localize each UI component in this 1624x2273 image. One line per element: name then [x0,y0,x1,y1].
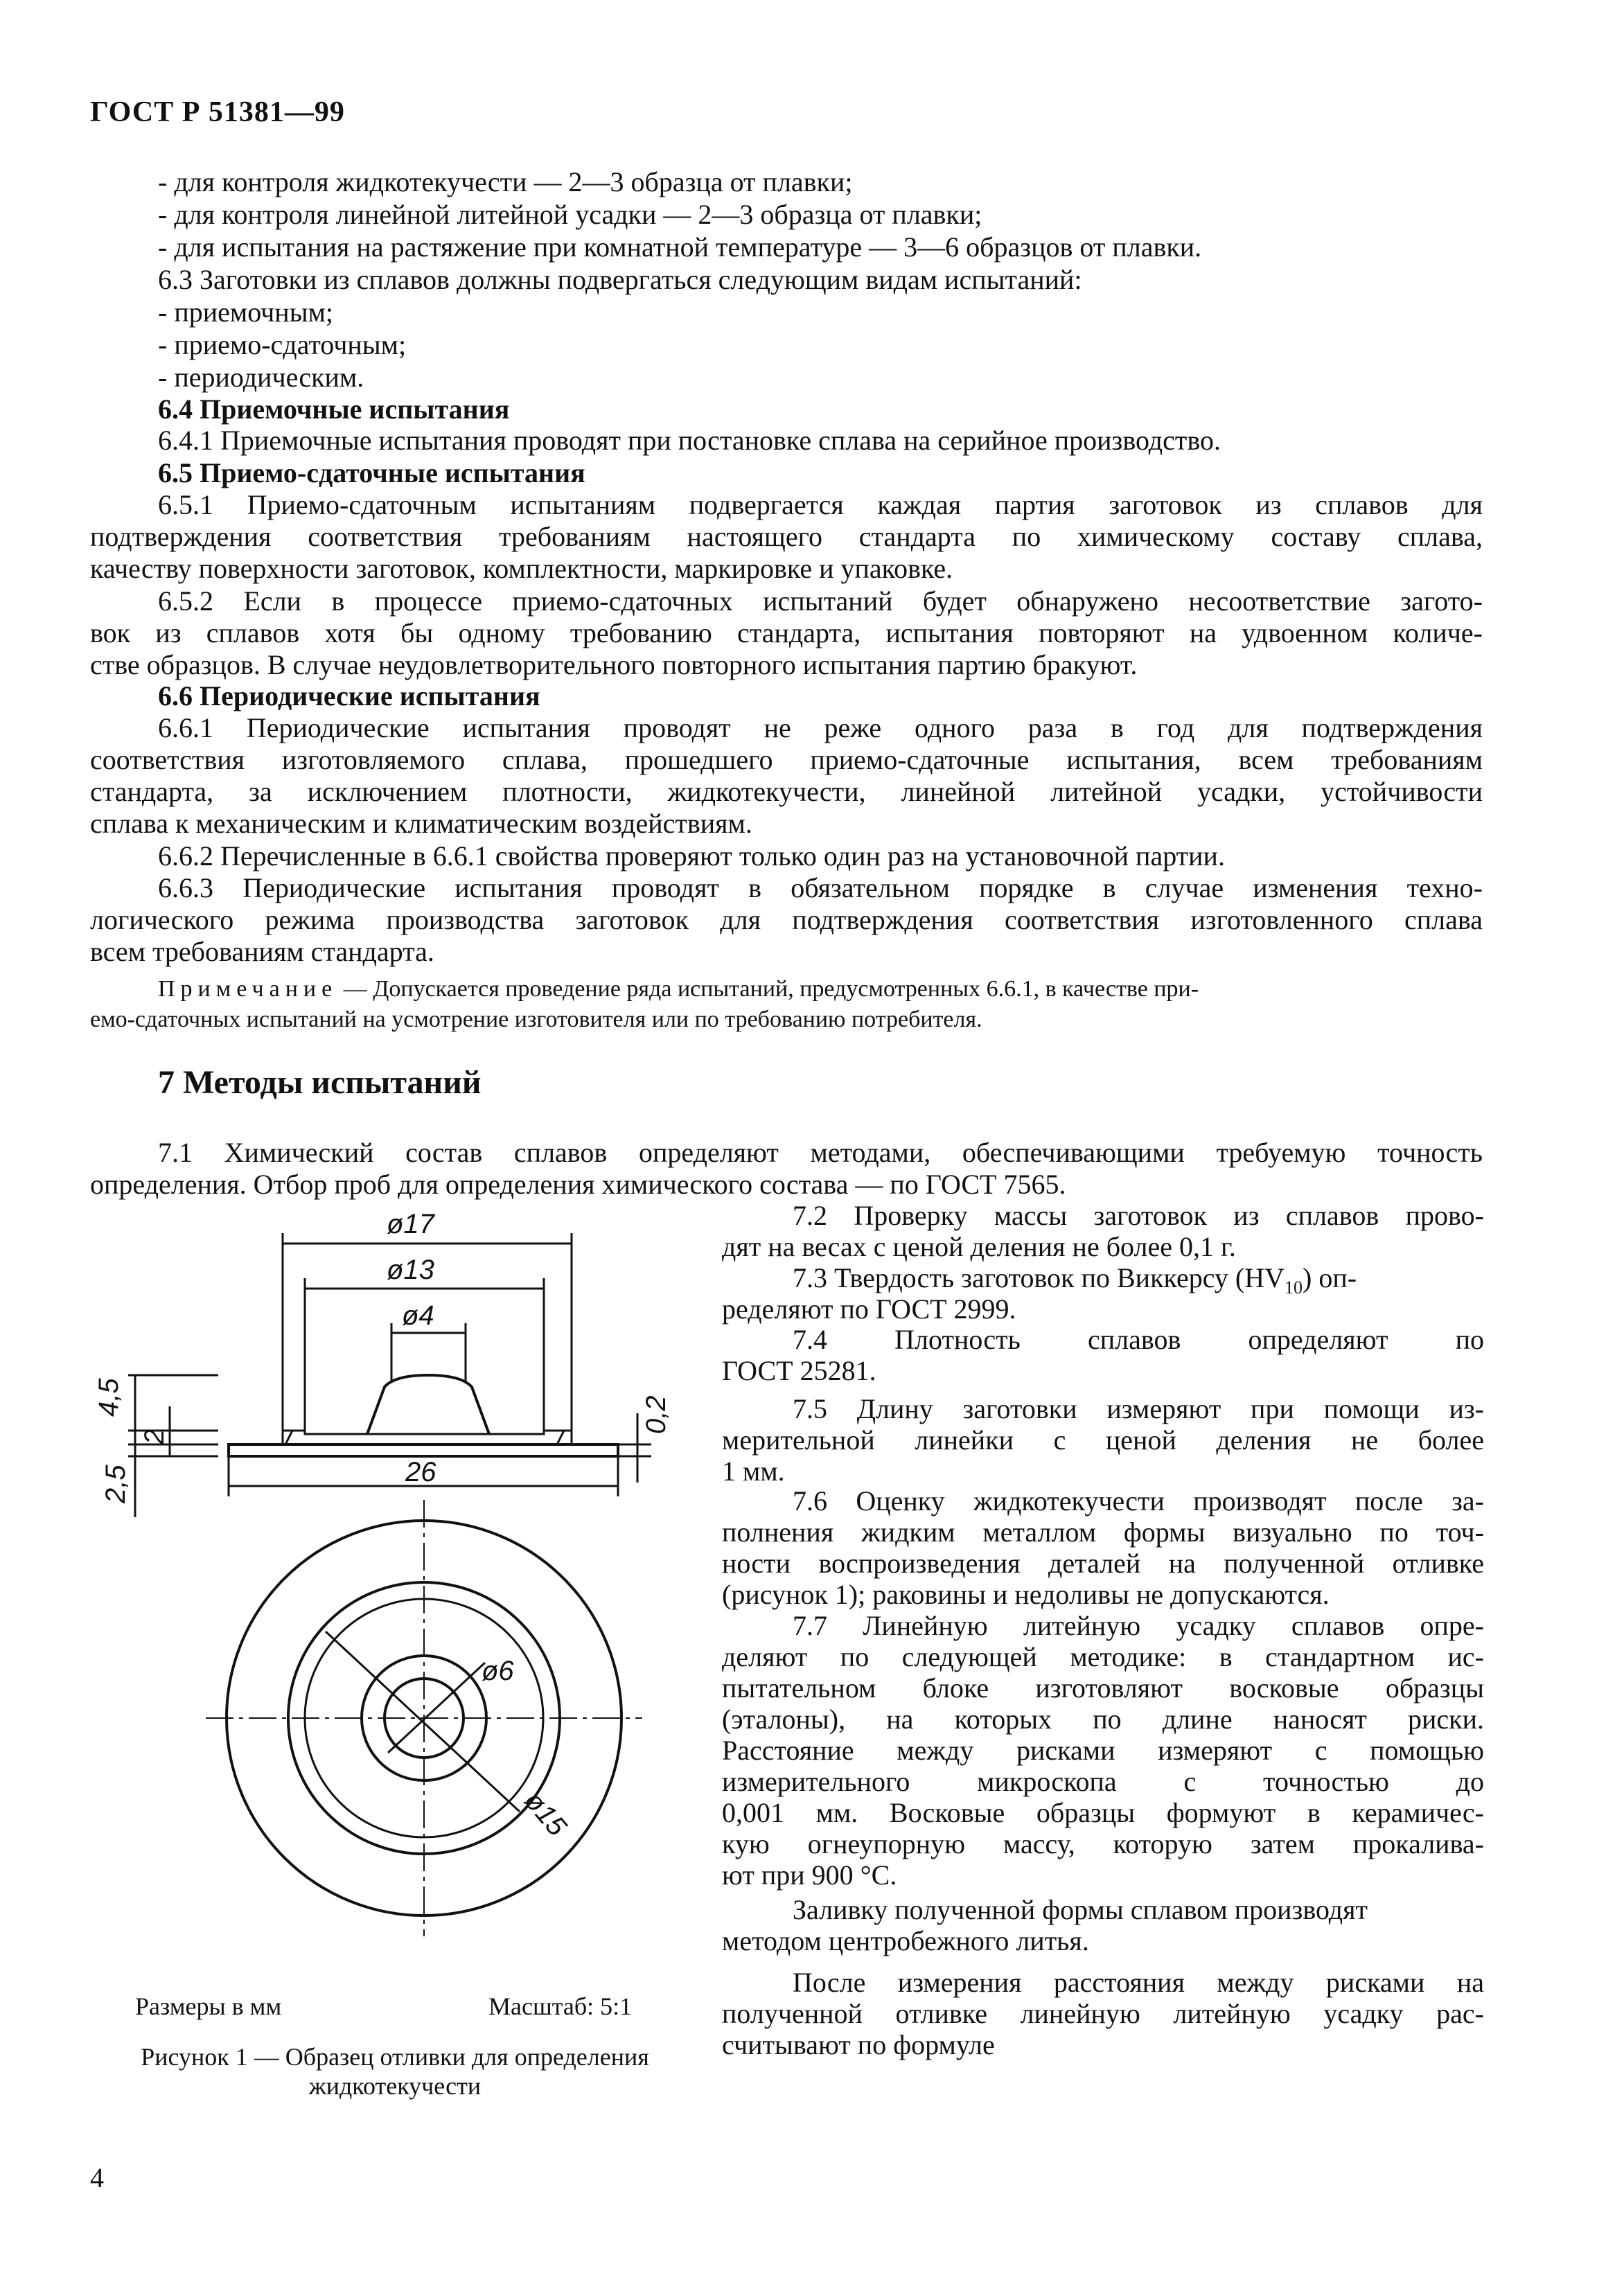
body-line: 6.5.2 Если в процессе приемо-сдаточных испытаний будет обнаружено несоответствие загото- [158,585,1483,617]
right-line: 7.6 Оценку жидкотекучести производят после за- [793,1485,1484,1516]
body-line: качеству поверхности заготовок, комплектности, маркировке и упаковке. [90,553,953,584]
body-line: 6.6.3 Периодические испытания проводят в обязательном порядке в случае изменения техно- [158,872,1483,903]
right-line: Расстояние между рисками измеряют с помощью [722,1735,1484,1766]
dim-d13: ø13 [387,1255,434,1285]
page-number: 4 [90,2162,104,2193]
body-line: определения. Отбор проб для определения химического состава — по ГОСТ 7565. [90,1169,1066,1200]
right-line: деляют по следующей методике: в стандартном ис- [722,1641,1484,1672]
figure-caption-1: Рисунок 1 — Образец отливки для определения [141,2043,649,2071]
section-7-title: 7 Методы испытаний [158,1064,482,1101]
figure-caption-2: жидкотекучести [308,2072,482,2100]
right-line: ности воспроизведения деталей на полученной отливке [722,1548,1484,1579]
body-line: 6.4.1 Приемочные испытания проводят при постановке сплава на серийное производство. [158,425,1221,456]
dim-d6: ø6 [482,1656,514,1686]
right-line: Заливку полученной формы сплавом производят [793,1894,1368,1925]
body-line: - для контроля линейной литейной усадки — 2—3 образца от плавки; [158,199,982,230]
right-line: 0,001 мм. Восковые образцы формуют в керамичес- [722,1797,1484,1828]
hardness-text-b: ) оп- [1303,1262,1357,1293]
figure-units: Размеры в мм [135,1992,282,2020]
right-line: ГОСТ 25281. [722,1355,876,1386]
body-line: 6.6 Периодические испытания [158,680,540,711]
body-line: 6.4 Приемочные испытания [158,393,510,425]
right-line: 7.7 Линейную литейную усадку сплавов опре- [793,1610,1484,1641]
body-line: - периодическим. [158,362,364,393]
body-line: 6.5.1 Приемо-сдаточным испытаниям подвергается каждая партия заготовок из сплавов для [158,489,1483,520]
body-line: вок из сплавов хотя бы одному требованию стандарта, испытания повторяют на удвоенном количе- [90,617,1483,648]
note-label: Примечание [158,976,338,1002]
body-line: - приемо-сдаточным; [158,329,407,360]
right-line: кую огнеупорную массу, которую затем прокалива- [722,1828,1484,1859]
hardness-text-a: 7.3 Твердость заготовок по Виккерсу (HV [793,1262,1285,1293]
right-line: полученной отливке линейную литейную усадку рас- [722,1998,1484,2029]
hardness-subscript: 10 [1285,1277,1303,1298]
right-line: измерительного микроскопа с точностью до [722,1766,1484,1797]
dim-h45: 4,5 [94,1378,124,1417]
right-line: (эталоны), на которых по длине наносят риски. [722,1704,1484,1735]
right-line: дят на весах с ценой деления не более 0,1 г. [722,1231,1236,1262]
right-line: 7.5 Длину заготовки измеряют при помощи из- [793,1393,1484,1424]
body-line: - приемочным; [158,297,333,328]
body-line: 6.3 Заготовки из сплавов должны подвергаться следующим видам испытаний: [158,264,1082,295]
right-line: 1 мм. [722,1456,785,1487]
body-line: всем требованиям стандарта. [90,936,434,967]
note-text-1: — Допускается проведение ряда испытаний, предусмотренных 6.6.1, в качестве при- [337,976,1199,1002]
right-line: После измерения расстояния между рисками на [793,1967,1484,1998]
note-line-2: емо-сдаточных испытаний на усмотрение изготовителя или по требованию потребителя. [90,1007,982,1032]
body-line: логического режима производства заготовок для подтверждения соответствия изготовленного сплава [90,904,1483,935]
dim-d4: ø4 [402,1300,434,1331]
body-line: соответствия изготовляемого сплава, прошедшего приемо-сдаточные испытания, всем требованиям [90,744,1483,775]
right-line: методом центробежного литья. [722,1925,1089,1956]
dim-d17: ø17 [387,1209,434,1239]
body-line: сплава к механическим и климатическим воздействиям. [90,808,752,839]
right-line: пытательном блоке изготовляют восковые образцы [722,1672,1484,1704]
hardness-line-2: ределяют по ГОСТ 2999. [722,1293,1016,1325]
right-line: (рисунок 1); раковины и недоливы не допускаются. [722,1579,1330,1610]
body-line: стве образцов. В случае неудовлетворительного повторного испытания партию бракуют. [90,649,1138,680]
body-line: стандарта, за исключением плотности, жидкотекучести, линейной литейной усадки, устойчивости [90,776,1483,807]
figure-scale: Масштаб: 5:1 [488,1992,633,2020]
right-line: полнения жидким металлом формы визуально по точ- [722,1516,1484,1548]
body-line: 7.1 Химический состав сплавов определяют методами, обеспечивающими требуемую точность [158,1137,1483,1168]
dim-h02: 0,2 [641,1395,671,1434]
right-line: считывают по формуле [722,2029,995,2060]
body-line: 6.5 Приемо-сдаточные испытания [158,457,585,488]
right-line: 7.2 Проверку массы заготовок из сплавов прово- [793,1200,1484,1231]
dim-d15: ø15 [518,1785,573,1842]
right-line: ют при 900 °С. [722,1859,897,1891]
figure-drawing [94,1205,707,1967]
body-line: 6.6.2 Перечисленные в 6.6.1 свойства проверяют только один раз на установочной партии. [158,840,1225,872]
document-header: ГОСТ Р 51381—99 [90,96,345,128]
body-line: - для контроля жидкотекучести — 2—3 образца от плавки; [158,166,853,197]
note-line-1 [158,973,1199,1005]
dim-h25: 2,5 [100,1465,131,1503]
body-line: 6.6.1 Периодические испытания проводят не реже одного раза в год для подтверждения [158,712,1483,743]
body-line: - для испытания на растяжение при комнатной температуре — 3—6 образцов от плавки. [158,231,1202,263]
right-line: 7.4 Плотность сплавов определяют по [793,1324,1484,1355]
dim-h2: 2 [139,1429,170,1444]
body-line: подтверждения соответствия требованиям настоящего стандарта по химическому составу сплава, [90,521,1483,552]
dim-26: 26 [405,1457,436,1487]
right-line: мерительной линейки с ценой деления не более [722,1424,1484,1456]
